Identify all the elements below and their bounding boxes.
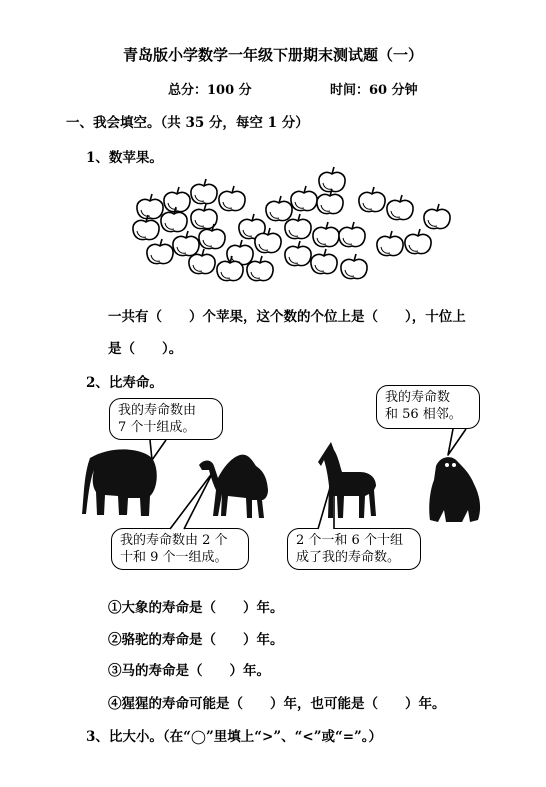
question-2-label: 2、比寿命。 [86, 375, 163, 391]
elephant-icon [82, 449, 157, 516]
bubble-tail-gorilla [448, 429, 466, 455]
page-title: 青岛版小学数学一年级下册期末测试题（一） [122, 46, 423, 64]
bubble-line: 2 个一和 6 个十组 [296, 533, 403, 548]
question-1-line-1: 一共有（ ）个苹果，这个数的个位上是（ ），十位上 [108, 309, 466, 325]
bubble-tail-elephant [150, 440, 166, 460]
answer-line-camel: ②骆驼的寿命是（ ）年。 [108, 632, 284, 648]
time-limit: 时间：60 分钟 [330, 83, 418, 98]
bubble-line: 十和 9 个一组成。 [120, 550, 228, 565]
question-3-label: 3、比大小。（在“◯”里填上“>”、“<”或“=”。） [86, 729, 383, 745]
answer-line-horse: ③马的寿命是（ ）年。 [108, 663, 270, 679]
bubble-line: 我的寿命数由 2 个 [120, 533, 228, 548]
bubble-line: 7 个十组成。 [118, 420, 196, 435]
camel-icon [199, 455, 268, 518]
answer-line-elephant: ①大象的寿命是（ ）年。 [108, 600, 284, 616]
question-1-line-2: 是（ ）。 [108, 341, 183, 357]
section-heading: 一、我会填空。（共 35 分，每空 1 分） [66, 115, 309, 131]
bubble-line: 我的寿命数由 [118, 403, 197, 418]
bubble-line: 我的寿命数 [385, 390, 451, 405]
answer-line-gorilla: ④猩猩的寿命可能是（ ）年，也可能是（ ）年。 [108, 696, 446, 712]
total-score: 总分：100 分 [168, 83, 252, 98]
gorilla-icon [429, 457, 480, 522]
bubble-tail-camel [170, 472, 213, 529]
bubble-line: 和 56 相邻。 [385, 407, 462, 422]
bubble-line: 成了我的寿命数。 [296, 550, 401, 565]
question-1-label: 1、数苹果。 [86, 150, 163, 166]
